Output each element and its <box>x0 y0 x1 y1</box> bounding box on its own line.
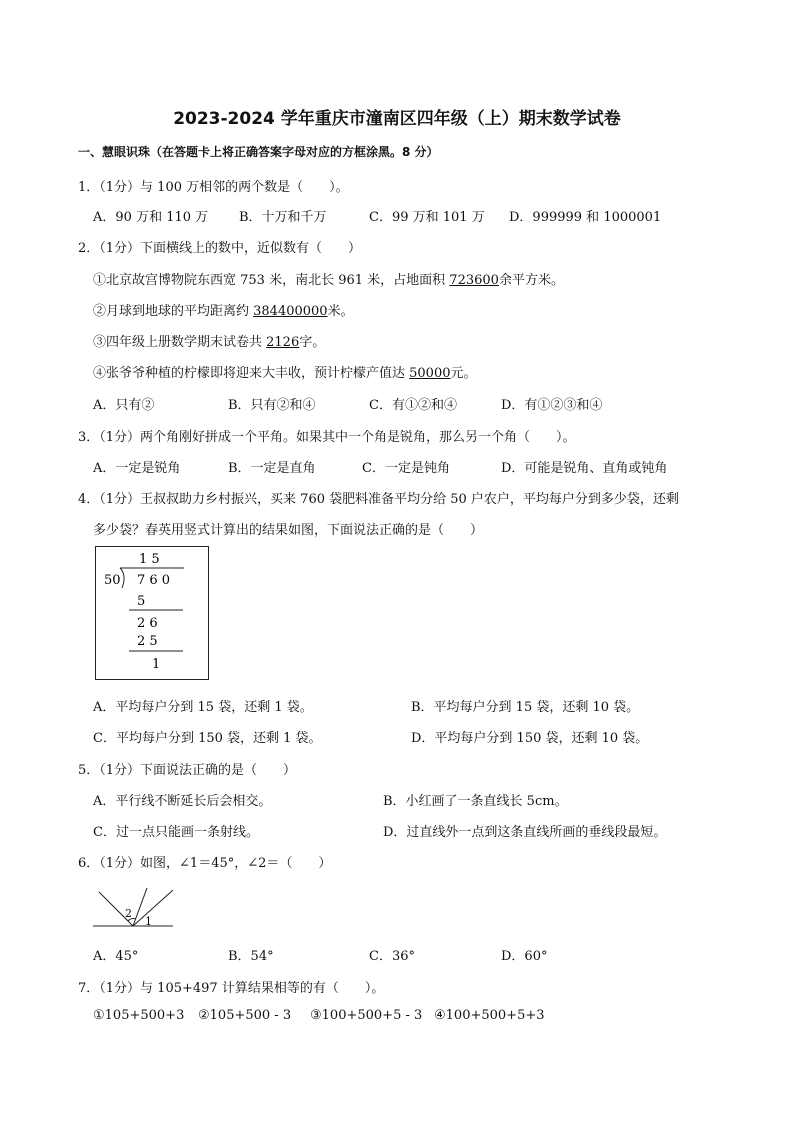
q2-option-b[interactable]: B．只有②和④ <box>228 398 316 413</box>
q3-option-d[interactable]: D．可能是锐角、直角或钝角 <box>501 461 668 476</box>
q2-item-3: ③四年级上册数学期末试卷共 2126字。 <box>93 335 326 350</box>
division-step-1: 5 <box>137 594 146 609</box>
section-heading: 一、慧眼识珠（在答题卡上将正确答案字母对应的方框涂黑。8 分） <box>78 145 439 159</box>
question-4-stem-line2: 多少袋？春英用竖式计算出的结果如图，下面说法正确的是（ ） <box>93 523 484 538</box>
q5-option-a[interactable]: A．平行线不断延长后会相交。 <box>93 794 272 809</box>
question-1-stem: 1．（1分）与 100 万相邻的两个数是（ ）。 <box>78 180 349 195</box>
q5-option-c[interactable]: C．过一点只能画一条射线。 <box>93 825 259 840</box>
division-bracket <box>120 568 124 588</box>
q2-option-c[interactable]: C．有①②和④ <box>369 398 457 413</box>
q3-option-a[interactable]: A．一定是锐角 <box>93 461 181 476</box>
q2-option-a[interactable]: A．只有② <box>93 398 155 413</box>
division-divisor: 50 <box>104 573 121 588</box>
division-step-2: 2 6 <box>137 616 158 631</box>
question-2-stem: 2．（1分）下面横线上的数中，近似数有（ ） <box>78 241 362 256</box>
q7-item-1: ①105+500+3 <box>93 1008 185 1023</box>
division-dividend: 7 6 0 <box>137 573 171 588</box>
q1-option-a[interactable]: A．90 万和 110 万 <box>93 210 209 225</box>
q2-option-d[interactable]: D．有①②③和④ <box>501 398 603 413</box>
question-3-stem: 3．（1分）两个角刚好拼成一个平角。如果其中一个角是锐角，那么另一个角（ ）。 <box>78 430 576 445</box>
q1-option-b[interactable]: B．十万和千万 <box>239 210 327 225</box>
q3-option-c[interactable]: C．一定是钝角 <box>362 461 450 476</box>
q4-option-d[interactable]: D．平均每户分到 150 袋，还剩 10 袋。 <box>411 731 649 746</box>
long-division-figure <box>95 546 209 680</box>
question-6-stem: 6．（1分）如图，∠1＝45°，∠2＝（ ） <box>78 856 332 871</box>
q6-option-d[interactable]: D．60° <box>501 949 548 964</box>
q7-item-2: ②105+500 - 3 <box>198 1008 292 1023</box>
q4-option-c[interactable]: C．平均每户分到 150 袋，还剩 1 袋。 <box>93 731 322 746</box>
q6-option-b[interactable]: B．54° <box>228 949 274 964</box>
long-division-svg <box>96 547 208 679</box>
angle-ray-right <box>133 890 173 926</box>
angle-label-1: 1 <box>145 915 152 928</box>
q6-option-a[interactable]: A．45° <box>93 949 139 964</box>
division-step-3: 2 5 <box>137 634 158 649</box>
angle-figure <box>93 884 177 930</box>
q4-option-a[interactable]: A．平均每户分到 15 袋，还剩 1 袋。 <box>93 700 313 715</box>
question-7-stem: 7．（1分）与 105+497 计算结果相等的有（ ）。 <box>78 981 385 996</box>
division-quotient: 1 5 <box>139 552 160 567</box>
angle-label-2: 2 <box>125 907 132 920</box>
q2-item-2: ②月球到地球的平均距离约 384400000米。 <box>93 304 354 319</box>
question-5-stem: 5．（1分）下面说法正确的是（ ） <box>78 763 297 778</box>
q5-option-b[interactable]: B．小红画了一条直线长 5cm。 <box>383 794 568 809</box>
q5-option-d[interactable]: D．过直线外一点到这条直线所画的垂线段最短。 <box>383 825 667 840</box>
q2-item-1: ①北京故宫博物院东西宽 753 米，南北长 961 米，占地面积 723600余平方米。 <box>93 273 564 288</box>
q4-option-b[interactable]: B．平均每户分到 15 袋，还剩 10 袋。 <box>411 700 640 715</box>
q2-item-4: ④张爷爷种植的柠檬即将迎来大丰收，预计柠檬产值达 50000元。 <box>93 366 477 381</box>
q6-option-c[interactable]: C．36° <box>369 949 415 964</box>
q1-option-d[interactable]: D．999999 和 1000001 <box>509 210 662 225</box>
q7-item-3: ③100+500+5 - 3 <box>310 1008 423 1023</box>
q3-option-b[interactable]: B．一定是直角 <box>228 461 316 476</box>
question-4-stem-line1: 4．（1分）王叔叔助力乡村振兴，买来 760 袋肥料准备平均分给 50 户农户，平均每户分到多少袋，还剩 <box>78 492 679 507</box>
page-title: 2023-2024 学年重庆市潼南区四年级（上）期末数学试卷 <box>173 109 621 129</box>
division-remainder: 1 <box>152 657 161 672</box>
q1-option-c[interactable]: C．99 万和 101 万 <box>369 210 485 225</box>
q7-item-4: ④100+500+5+3 <box>434 1008 545 1023</box>
